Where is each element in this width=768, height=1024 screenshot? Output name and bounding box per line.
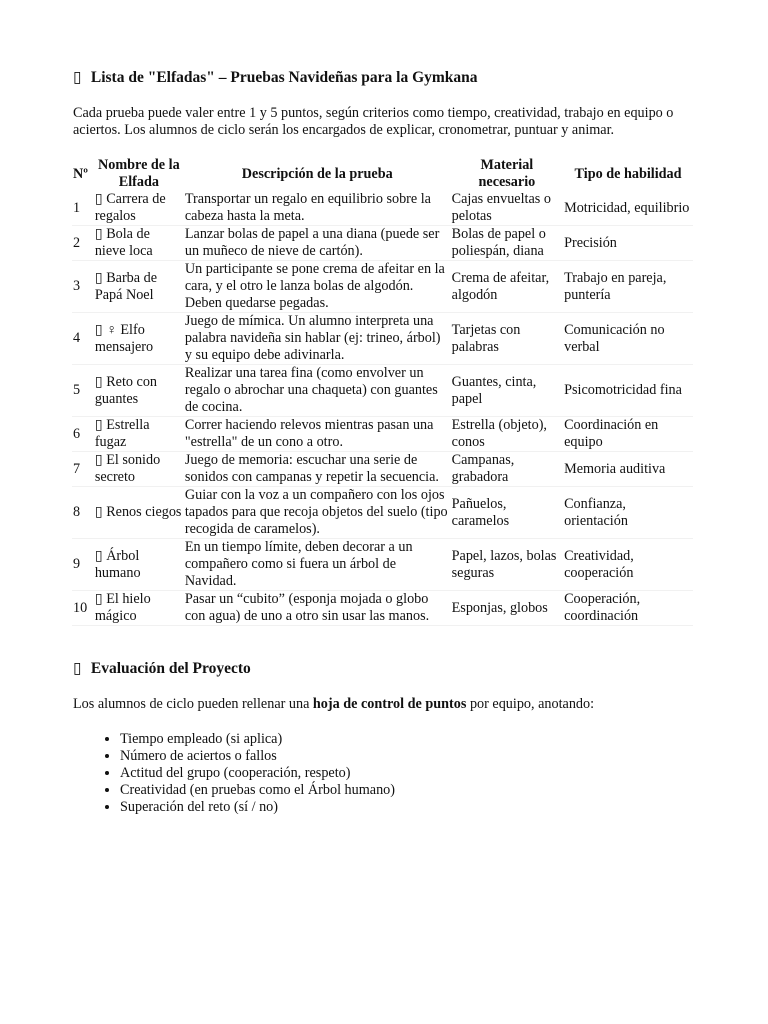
row-number: 4 (73, 330, 81, 346)
row-name-text: Reto con guantes (94, 373, 158, 407)
evaluation-title-text: Evaluación del Proyecto (90, 660, 251, 677)
table-row (72, 487, 693, 539)
row-name (94, 591, 184, 626)
row-material: Bolas de papel o poliespán, diana (451, 226, 546, 259)
document-page (73, 68, 695, 816)
row-number: 5 (73, 382, 81, 398)
table-body (72, 191, 693, 626)
header-material: Material necesario (478, 157, 536, 190)
table-row (72, 591, 693, 626)
row-number: 6 (73, 425, 81, 442)
table-row (72, 365, 693, 417)
row-name (94, 261, 184, 313)
row-number: 7 (73, 460, 81, 477)
row-name-text: Renos ciegos (106, 504, 182, 520)
row-skill: Memoria auditiva (564, 460, 666, 477)
row-number: 2 (73, 234, 81, 251)
snowball-icon: ▯ (94, 226, 103, 242)
row-description: Correr haciendo relevos mientras pasan una "estrella" de un cono a otro. (184, 417, 434, 450)
row-name-text: Estrella fugaz (94, 417, 150, 450)
row-name-text: Árbol humano (94, 547, 141, 581)
row-name-text: Bola de nieve loca (94, 226, 153, 259)
row-name-text: Carrera de regalos (94, 191, 166, 224)
row-skill: Coordinación en equipo (564, 417, 659, 450)
row-description: Pasar un “cubito” (esponja mojada o globo con agua) de uno a otro sin usar las manos. (184, 591, 430, 624)
evaluation-text-after: por equipo, anotando: (466, 696, 595, 712)
evaluation-title (73, 659, 695, 679)
header-description: Descripción de la prueba (241, 165, 393, 182)
row-skill: Precisión (564, 234, 617, 251)
table-row (72, 191, 693, 226)
row-material: Esponjas, globos (451, 599, 548, 616)
evaluation-list (73, 731, 695, 816)
list-item: • Tiempo empleado (si aplica) (120, 731, 695, 748)
row-name (94, 452, 184, 487)
table-row (72, 539, 693, 591)
row-name (94, 417, 184, 452)
row-material: Tarjetas con palabras (451, 321, 521, 355)
intro-paragraph: Cada prueba puede valer entre 1 y 5 puntos, según criterios como tiempo, creatividad, trabajo en equipo o aciertos. Los alumnos de ciclo serán los encargados de explicar, cronometrar, puntuar y animar. (73, 105, 674, 138)
row-material: Crema de afeitar, algodón (451, 269, 550, 303)
header-skill: Tipo de habilidad (574, 165, 682, 182)
row-skill: Motricidad, equilibrio (564, 199, 690, 216)
list-item: • Superación del reto (sí / no) (120, 799, 695, 816)
row-number: 1 (73, 199, 81, 216)
row-description: Un participante se pone crema de afeitar en la cara, y el otro le lanza bolas de algodón. Deben quedarse pegadas. (184, 261, 445, 311)
star-icon: ▯ (94, 417, 103, 433)
row-skill: Confianza, orientación (564, 495, 628, 529)
gift-icon: ▯ (94, 191, 103, 207)
list-title-text: Lista de "Elfadas" – Pruebas Navideñas para la Gymkana (90, 69, 478, 86)
row-skill: Psicomotricidad fina (564, 382, 682, 398)
reindeer-icon: ▯ (94, 504, 103, 520)
row-name-text: Barba de Papá Noel (94, 269, 158, 303)
row-name (94, 191, 184, 226)
missing-glyph-icon: ▯ (73, 660, 82, 677)
elfadas-table (72, 157, 693, 626)
row-skill: Trabajo en pareja, puntería (564, 269, 667, 303)
row-material: Cajas envueltas o pelotas (451, 191, 551, 224)
bell-icon: ▯ (94, 452, 103, 468)
row-description: En un tiempo límite, deben decorar a un compañero como si fuera un árbol de Navidad. (184, 539, 413, 589)
row-material: Papel, lazos, bolas seguras (451, 547, 557, 581)
row-number: 10 (73, 599, 88, 616)
row-skill: Cooperación, coordinación (564, 591, 641, 624)
row-name-text: ♀ Elfo mensajero (94, 321, 154, 355)
row-name (94, 226, 184, 261)
row-name (94, 365, 184, 417)
table-row (72, 313, 693, 365)
santa-icon: ▯ (94, 269, 103, 286)
row-name (94, 313, 184, 365)
table-row (72, 417, 693, 452)
header-number: Nº (73, 165, 88, 182)
header-name: Nombre de la Elfada (97, 157, 180, 190)
row-material: Campanas, grabadora (451, 452, 515, 485)
row-description: Juego de mímica. Un alumno interpreta una palabra navideña sin hablar (ej: trineo, árbol) y su equipo debe adivinarla. (184, 313, 441, 363)
evaluation-paragraph (73, 696, 695, 713)
list-item: • Creatividad (en pruebas como el Árbol humano) (120, 782, 695, 799)
row-name-text: El sonido secreto (94, 452, 161, 485)
list-item: • Número de aciertos o fallos (120, 748, 695, 765)
row-description: Lanzar bolas de papel a una diana (puede ser un muñeco de nieve de cartón). (184, 226, 440, 259)
row-name (94, 539, 184, 591)
table-row (72, 452, 693, 487)
row-skill: Comunicación no verbal (564, 321, 665, 355)
row-skill: Creatividad, cooperación (564, 547, 634, 581)
missing-glyph-icon: ▯ (73, 69, 82, 86)
row-description: Juego de memoria: escuchar una serie de sonidos con campanas y repetir la secuencia. (184, 452, 439, 485)
ice-icon: ▯ (94, 591, 103, 607)
row-number: 3 (73, 278, 81, 294)
table-row (72, 261, 693, 313)
row-number: 9 (73, 556, 81, 572)
row-material: Guantes, cinta, papel (451, 373, 537, 407)
gloves-icon: ▯ (94, 373, 103, 390)
table-header-row (72, 157, 693, 191)
row-name (94, 487, 184, 539)
list-item: • Actitud del grupo (cooperación, respeto) (120, 765, 695, 782)
list-title (73, 68, 695, 88)
evaluation-text-bold: hoja de control de puntos (312, 696, 467, 712)
row-material: Pañuelos, caramelos (451, 495, 510, 529)
row-number: 8 (73, 504, 81, 520)
tree-icon: ▯ (94, 547, 103, 564)
row-material: Estrella (objeto), conos (451, 417, 547, 450)
table-row (72, 226, 693, 261)
evaluation-text-before: Los alumnos de ciclo pueden rellenar una (73, 696, 313, 712)
row-description: Realizar una tarea fina (como envolver un regalo o abrochar una chaqueta) con guantes de cocina. (184, 365, 438, 415)
row-description: Transportar un regalo en equilibrio sobre la cabeza hasta la meta. (184, 191, 431, 224)
row-description: Guiar con la voz a un compañero con los ojos tapados para que recoja objetos del suelo (tipo recogida de caramelos). (184, 487, 448, 537)
elf-icon: ▯ (94, 321, 103, 338)
row-name-text: El hielo mágico (94, 591, 151, 624)
